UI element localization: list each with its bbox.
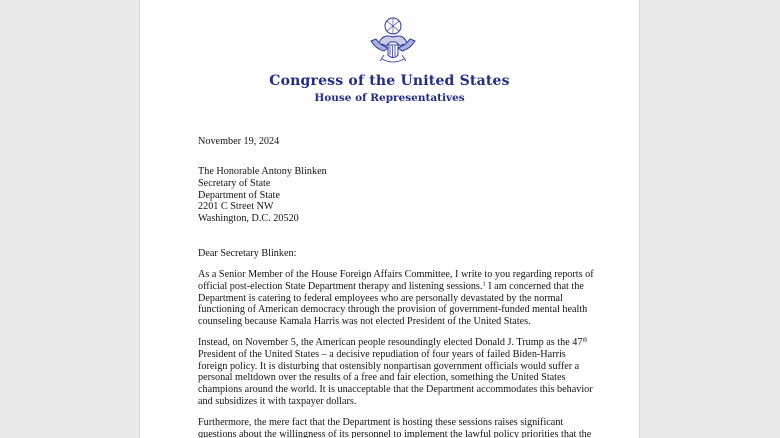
recipient-line: Secretary of State (198, 177, 271, 189)
recipient-line: 2201 C Street NW (198, 201, 274, 213)
paragraph-line: Department is catering to federal employees who are personally devastated by the normal (198, 292, 563, 304)
recipient-address (198, 166, 628, 225)
paragraph-line: As a Senior Member of the House Foreign Affairs Committee, I write to you regarding reports of (198, 269, 594, 280)
paragraph-text: I am concerned that the (485, 280, 584, 292)
recipient-line: Washington, D.C. 20520 (198, 213, 299, 225)
footnote-marker[interactable]: 1 (482, 280, 486, 288)
paragraph-line: counseling because Kamala Harris was not elected President of the United States. (198, 316, 531, 328)
letter-date: November 19, 2024 (198, 136, 280, 147)
paragraph-2 (198, 337, 628, 408)
paragraph-line (198, 281, 628, 293)
paragraph-3 (198, 417, 628, 438)
letterhead-subtitle: House of Representatives (314, 92, 465, 104)
paragraph-line: President of the United States – a decisive repudiation of four years of failed Biden-Harris (198, 348, 566, 360)
recipient-line: The Honorable Antony Blinken (198, 166, 327, 177)
paragraph-line: foreign policy. It is disturbing that ostensibly nonpartisan government officials would suffer a (198, 360, 580, 372)
paragraph-text: official post-election State Department therapy and listening sessions. (198, 280, 483, 292)
paragraph-line: and subsidizes it with taxpayer dollars. (198, 395, 357, 407)
paragraph-line: functioning of American democracy through the provision of government-funded mental health (198, 304, 588, 316)
paragraph-line: Furthermore, the mere fact that the Department is hosting these sessions raises significant (198, 417, 564, 428)
letterhead-title: Congress of the United States (269, 73, 510, 89)
recipient-line: Department of State (198, 189, 281, 201)
paragraph-line (198, 337, 628, 349)
letter-page (139, 0, 640, 438)
paragraph-line: questions about the willingness of its personnel to implement the lawful policy priorities that the (198, 428, 592, 438)
salutation: Dear Secretary Blinken: (198, 248, 297, 259)
paragraph-line: personal meltdown over the results of a free and fair election, something the United States (198, 372, 566, 384)
paragraph-1 (198, 269, 628, 328)
paragraph-line: champions around the world. It is unacceptable that the Department accommodates this behavior (198, 384, 593, 396)
ordinal-suffix: th (582, 336, 588, 344)
paragraph-text: Instead, on November 5, the American people resoundingly elected Donald J. Trump as the 47 (198, 337, 583, 348)
house-seal-icon (368, 15, 418, 67)
